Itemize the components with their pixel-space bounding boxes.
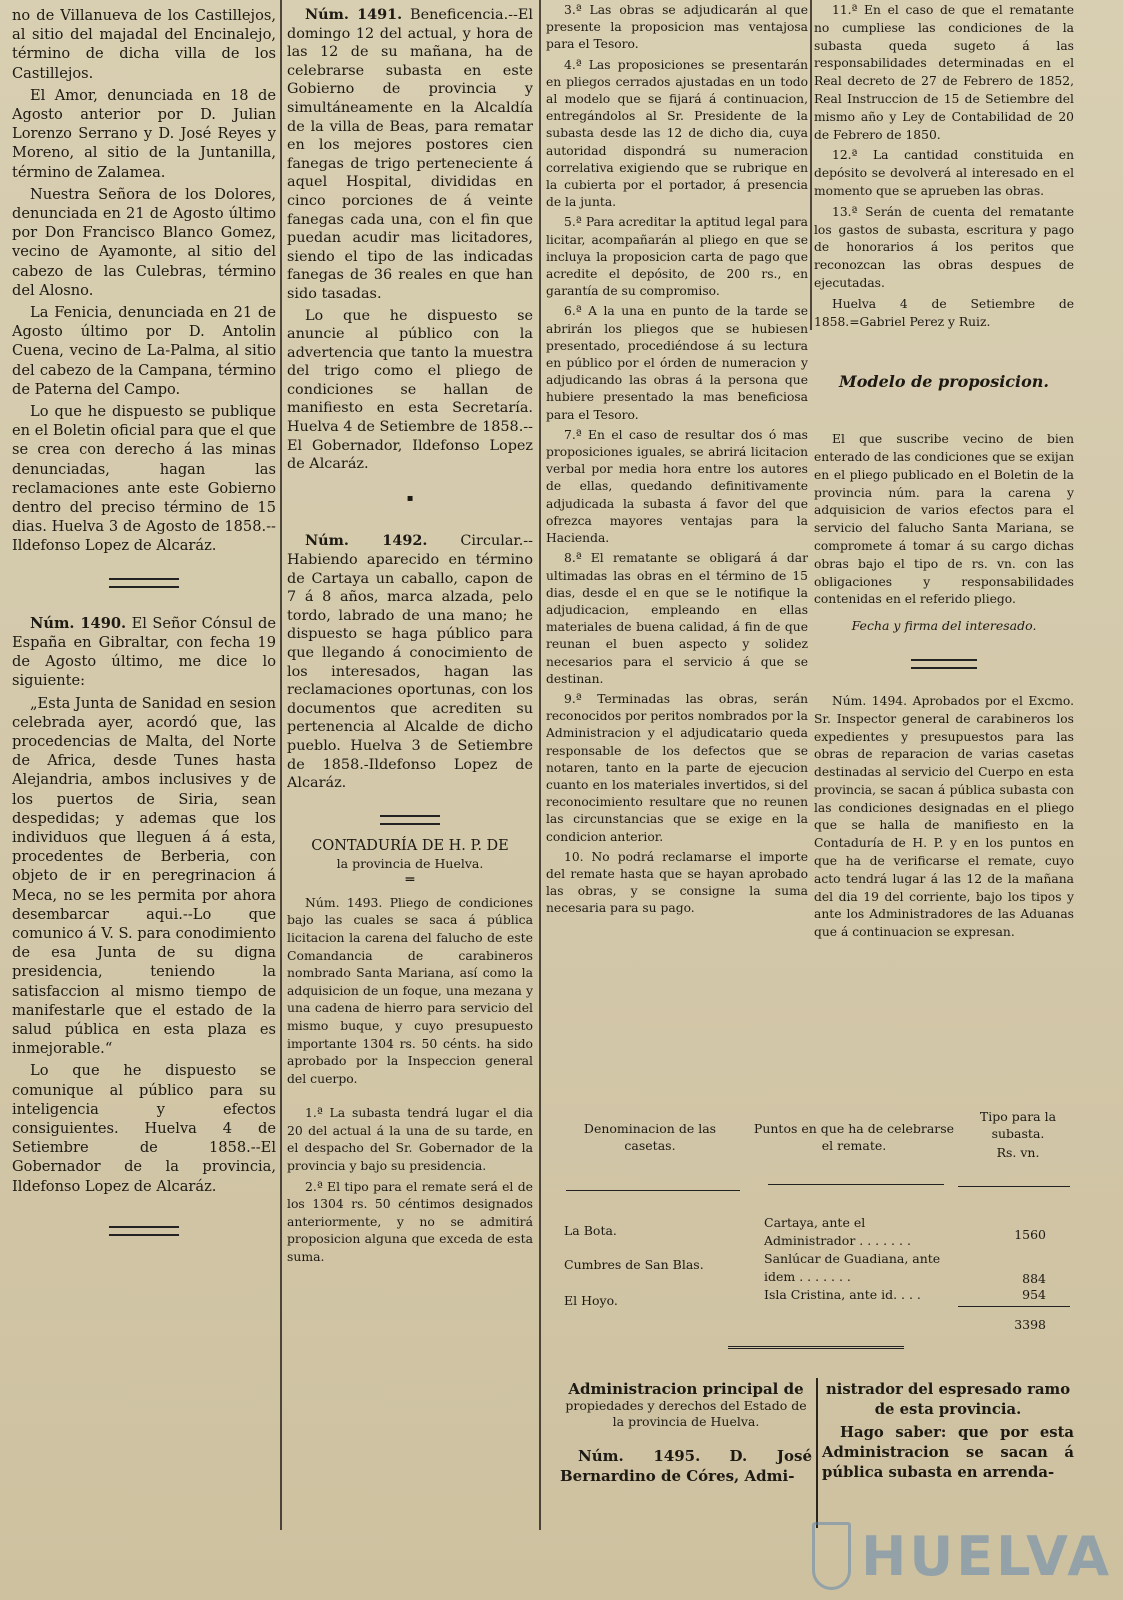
separator-ornament: ▪ <box>406 492 414 504</box>
admin-title: Administracion principal de <box>568 1380 804 1398</box>
column-3 <box>546 2 808 1108</box>
notice-body: Circular.--Habiendo aparecido en término de Cartaya un caballo, capon de 7 á 8 años, marca alzada, pelo tordo, labrado de una mano; he dispuesto se haga público para que llegando á conocimiento de los interesados, hagan las reclamaciones oportunas, con los documentos que acrediten su pertenencia al Alcalde de dicho pueblo. Huelva 3 de Setiembre de 1858.-Ildefonso Lopez de Alcaráz. <box>287 533 533 792</box>
model-signature: Fecha y firma del interesado. <box>851 618 1037 634</box>
table-total: 3398 <box>1014 1317 1046 1332</box>
table-cell-place: Sanlúcar de Guadiana, ante idem . . . . . . . <box>764 1251 941 1284</box>
table-rule <box>958 1306 1070 1307</box>
table-cell-place: Cartaya, ante el Administrador . . . . . . . <box>764 1215 911 1248</box>
condition: 7.ª En el caso de resultar dos ó mas proposiciones iguales, se abrirá licitacion verbal por media hora entre los autores de ellas, quedando definitivamente adjudicada la subasta á favor del que ofrezca mayores ventajas para la Hacienda. <box>546 427 808 546</box>
notice-quote: „Esta Junta de Sanidad en sesion celebrada ayer, acordó que, las procedencias de Malta, del Norte de Africa, desde Tunes hasta Alejandria, ambos inclusives y de los puertos de Siria, sean despedidas; y ademas que los individuos que lleguen á á esta, procedentes de Berberia, con objeto de ir en peregrinacion á Meca, no se les permita por ahora desembarcar aqui.--Lo que comunico á V. S. para conodimiento de esa Junta de su digna presidencia, teniendo la satisfaccion al mismo tiempo de manifestarle que el estado de la salud pública en esta plaza es inmejorable.“ <box>12 694 276 1058</box>
notice-body: Pliego de condiciones bajo las cuales se saca á pública licitacion la carena del falucho de este Comandancia de carabineros nombrado Santa Mariana, así como la adquisicion de un foque, una mezana y una cadena de hierro para servicio del mismo buque, y cuyo presupuesto importante 1304 rs. 50 cénts. ha sido aprobado por la Inspeccion general del cuerpo. <box>287 894 533 1086</box>
notice-body: Aprobados por el Excmo. Sr. Inspector general de carabineros los expedientes y presupuestos para las obras de reparacion de varias casetas destinadas al servicio del Cuerpo en esta provincia, se sacan á pública subasta con las condiciones designadas en el pliego que se halla de manifiesto en la Contaduría de H. P. y en los puntos en que ha de verificarse el remate, cuyo acto tendrá lugar á las 12 de la mañana del dia 19 del corriente, bajo los tipos y ante los Administradores de las Aduanas que á continuacion se expresan. <box>814 693 1074 940</box>
condition: 12.ª La cantidad constituida en depósito se devolverá al interesado en el momento que se aprueben las obras. <box>814 148 1074 198</box>
notice-close: Lo que he dispuesto se comunique al público para su inteligencia y efectos consiguientes. Huelva 4 de Setiembre de 1858.--El Gobernador de la provincia, Ildefonso Lopez de Alcaráz. <box>12 1062 276 1195</box>
admin-notice-right <box>822 1380 1074 1486</box>
model-body: El que suscribe vecino de bien enterado de las condiciones que se exijan en el pliego publicado en el Boletin de la provincia núm. para la carena y adquisicion de varios efectos para el servicio del falucho Santa Mariana, se compromete á tomar á su cargo dichas obras bajo el tipo de rs. vn. con las obligaciones y responsabilidades contenidas en el referido pliego. <box>814 432 1074 607</box>
separator-ornament: ═ <box>405 871 415 888</box>
table-cell-place: Isla Cristina, ante id. . . . <box>764 1287 921 1302</box>
separator-ornament <box>911 659 977 669</box>
table-cell-name: El Hoyo. <box>564 1293 618 1308</box>
table-cell-price: 954 <box>1022 1287 1046 1302</box>
condition: 10. No podrá reclamarse el importe del remate hasta que se hayan aprobado las obras, y se consigne la suma necesaria para su pago. <box>546 849 808 916</box>
table-cell-name: La Bota. <box>564 1223 617 1238</box>
column-rule <box>539 0 541 1530</box>
watermark <box>812 1512 1112 1600</box>
paragraph: no de Villanueva de los Castillejos, al sitio del majadal del Encinalejo, término de dicha villa de los Castillejos. <box>12 7 276 82</box>
condition: 8.ª El rematante se obligará á dar ultimadas las obras en el término de 15 dias, desde el en que se le notifique la adjudicacion, empleando en ellas materiales de buena calidad, á fin de que reunan el buen aspecto y solidez necesarios para el servicio á que se destinan. <box>546 551 808 686</box>
condition: 2.ª El tipo para el remate será el de los 1304 rs. 50 céntimos designados anteriormente, y no se admitirá proposicion alguna que exceda de esta suma. <box>287 1178 533 1265</box>
section-subtitle: la provincia de Huelva. <box>336 855 484 871</box>
separator-ornament <box>109 578 179 588</box>
signature: Huelva 4 de Setiembre de 1858.=Gabriel Perez y Ruiz. <box>814 296 1074 329</box>
table-header-unit: Rs. vn. <box>996 1145 1040 1160</box>
column-rule <box>810 0 812 330</box>
notice-number: Núm. 1490. <box>30 614 127 632</box>
notice-number: Núm. 1493. <box>305 894 383 910</box>
auction-table <box>560 1106 1074 1358</box>
notice-number: Núm. 1495. <box>578 1447 701 1465</box>
separator-ornament <box>380 815 440 825</box>
admin-notice-left <box>560 1380 812 1489</box>
table-header-price: Tipo para la subasta. <box>979 1109 1057 1141</box>
table-rule <box>566 1190 740 1191</box>
notice-body: Beneficencia.--El domingo 12 del actual, y hora de las 12 de su mañana, ha de celebrarse subasta en este Gobierno de provincia y simultáneamente en la Alcaldía de la villa de Beas, para rematar en los mejores postores cien fanegas de trigo perteneciente á aquel Hospital, divididas en cinco porciones de á veinte fanegas cada una, con el fin que puedan acudir mas licitadores, siendo el tipo de las indicadas fanegas de 36 reales en que han sido tasadas. <box>287 7 533 302</box>
notice-close: Lo que he dispuesto se anuncie al público con la advertencia que tanto la muestra del trigo como el pliego de condiciones se hallan de manifiesto en esta Secretaría. Huelva 4 de Setiembre de 1858.--El Gobernador, Ildefonso Lopez de Alcaráz. <box>287 307 533 473</box>
condition: 1.ª La subasta tendrá lugar el dia 20 del actual á la una de su tarde, en el despacho del Sr. Gobernador de la provincia y bajo su presidencia. <box>287 1105 533 1174</box>
table-header-place: Puntos en que ha de celebrarse el remate. <box>753 1121 955 1153</box>
condition: 9.ª Terminadas las obras, serán reconocidos por peritos nombrados por la Administracion y el adjudicatario queda responsable de los defectos que se notaren, tanto en la parte de ejecucion cuanto en los materiales invertidos, si del reconocimiento resultare que no reunen las circunstancias que se exige en la condicion anterior. <box>546 691 808 844</box>
admin-subtitle: propiedades y derechos del Estado de la provincia de Huelva. <box>565 1398 807 1429</box>
notice-number: Núm. 1491. <box>305 6 403 23</box>
column-rule <box>280 0 282 1530</box>
notice-number: Núm. 1492. <box>305 532 428 550</box>
condition: 6.ª A la una en punto de la tarde se abrirán los pliegos que se hubiesen presentado, procediéndose á su lectura en público por el órden de numeracion y adjudicando las obras á la persona que hubiere presentado la mas beneficiosa para el Tesoro. <box>546 304 808 422</box>
table-cell-name: Cumbres de San Blas. <box>564 1257 704 1272</box>
paragraph: Nuestra Señora de los Dolores, denunciada en 21 de Agosto último por Don Francisco Blanco Gomez, vecino de Ayamonte, al sitio del cabezo de las Culebras, término del Alosno. <box>12 185 276 299</box>
table-header-name: Denominacion de las casetas. <box>583 1121 717 1153</box>
condition: 11.ª En el caso de que el rematante no cumpliese las condiciones de la subasta queda sugeto á las responsabilidades determinadas en el Real decreto de 27 de Febrero de 1852, Real Instruccion de 15 de Setiembre del mismo año y Ley de Contabilidad de 20 de Febrero de 1850. <box>814 3 1074 142</box>
model-title: Modelo de proposicion. <box>839 372 1049 392</box>
notice-number: Núm. 1494. <box>832 693 908 708</box>
table-rule <box>958 1186 1070 1187</box>
table-cell-price: 884 <box>1022 1271 1046 1286</box>
notice-body: nistrador del espresado ramo de esta provincia. <box>825 1381 1071 1418</box>
notice-lead: D. José Bernardino de Córes, Admi- <box>560 1447 812 1485</box>
notice-intro: El Señor Cónsul de España en Gibraltar, con fecha 19 de Agosto último, me dice lo siguiente: <box>12 614 276 690</box>
paragraph: Lo que he dispuesto se publique en el Boletin oficial para que el que se crea con derecho á las minas denunciadas, hagan las reclamaciones ante este Gobierno dentro del preciso término de 15 dias. Huelva 3 de Agosto de 1858.--Ildefonso Lopez de Alcaráz. <box>12 403 276 555</box>
condition: 3.ª Las obras se adjudicarán al que presente la proposicion mas ventajosa para el Tesoro. <box>546 3 808 52</box>
table-rule <box>768 1184 944 1185</box>
column-4 <box>814 2 1074 1102</box>
separator-ornament <box>109 1226 179 1236</box>
section-title: CONTADURÍA DE H. P. DE <box>311 837 509 854</box>
paragraph: La Fenicia, denunciada en 21 de Agosto último por D. Antolin Cuena, vecino de La-Palma, al sitio del cabezo de la Campana, término de Paterna del Campo. <box>12 304 276 398</box>
table-cell-price: 1560 <box>1014 1227 1046 1242</box>
shield-icon <box>812 1522 851 1590</box>
condition: 5.ª Para acreditar la aptitud legal para licitar, acompañarán al pliego en que se incluya la proposicion carta de pago que acredite el depósito, de 200 rs., en garantía de su compromiso. <box>546 215 808 299</box>
column-rule <box>816 1378 818 1528</box>
column-2 <box>287 6 533 1596</box>
condition: 4.ª Las proposiciones se presentarán en pliegos cerrados ajustadas en un todo al modelo que se fijará á continuacion, entregándolos al Sr. Presidente de la subasta desde las 12 de dicho dia, cuya autoridad dispondrá su numeracion correlativa exigiendo que se rubrique en la cubierta por el portador, á presencia de la junta. <box>546 57 808 210</box>
column-1 <box>12 6 276 1596</box>
paragraph: El Amor, denunciada en 18 de Agosto anterior por D. Julian Lorenzo Serrano y D. José Reyes y Moreno, al sitio de la Juntanilla, término de Zalamea. <box>12 86 276 181</box>
condition: 13.ª Serán de cuenta del rematante los gastos de subasta, escritura y pago de honorarios á los peritos que reconozcan las obras despues de ejecutadas. <box>814 204 1074 290</box>
watermark-text: HUELVA <box>861 1524 1112 1588</box>
separator-ornament <box>728 1346 904 1349</box>
notice-body: Hago saber: que por esta Administracion se sacan á pública subasta en arrenda- <box>822 1424 1074 1481</box>
